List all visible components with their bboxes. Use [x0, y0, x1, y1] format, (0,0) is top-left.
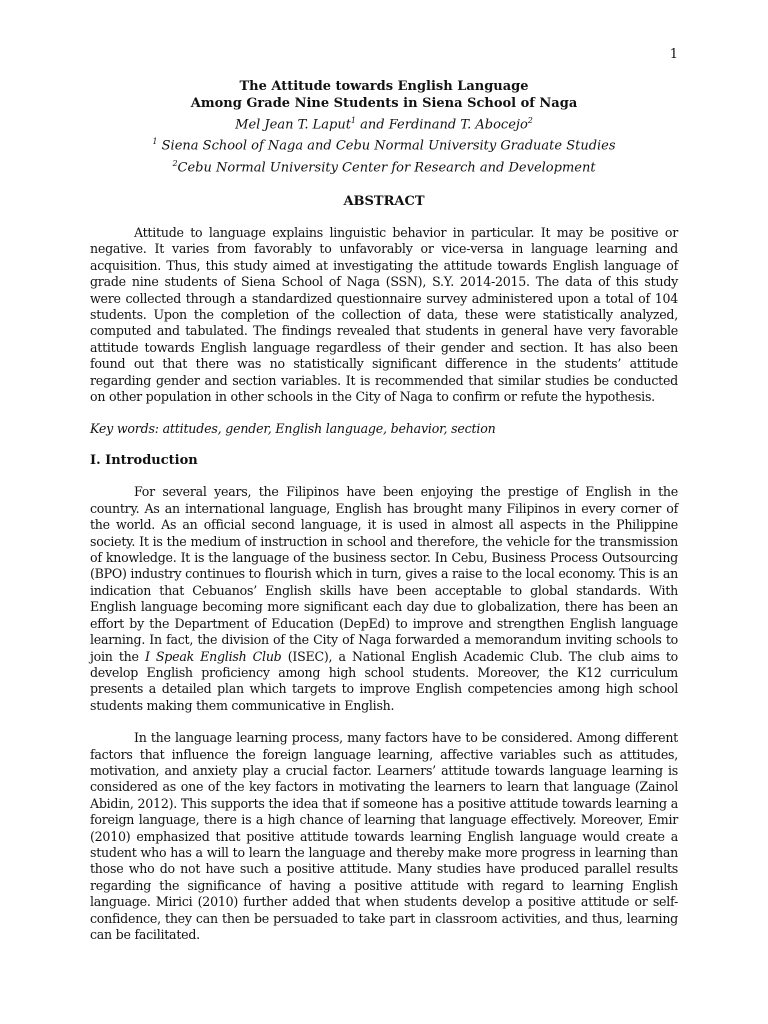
author-1: Mel Jean T. Laput [235, 117, 351, 133]
introduction-paragraph-2: In the language learning process, many factors have to be considered. Among different factors that influence the foreign language learning, affective variables such as attitudes, motivation, and anxiety play a crucial factor. Learners’ attitude towards language learning is considered as one of the key factors in motivating the learners to learn that language (Zainol Abidin, 2012). This supports the idea that if someone has a positive attitude towards learning a foreign language, there is a high chance of learning that language effectively. Moreover, Emir (2010) emphasized that positive attitude towards learning English language would create a student who has a will to learn the language and thereby make more progress in learning than those who do not have such a positive attitude. Many studies have produced parallel results regarding the significance of having a positive attitude with regard to learning English language. Mirici (2010) further added that when students develop a positive attitude or self-confidence, they can then be persuaded to take part in classroom activities, and thus, learning can be facilitated. [90, 730, 678, 943]
title-block [90, 78, 678, 176]
affiliation-2-text: Cebu Normal University Center for Research and Development [177, 159, 596, 175]
paragraph-gap [90, 714, 678, 730]
author-2: and Ferdinand T. Abocejo [356, 117, 528, 133]
keywords: Key words: attitudes, gender, English language, behavior, section [90, 421, 496, 437]
page-number: 1 [669, 47, 678, 62]
paper-title-line-2: Among Grade Nine Students in Siena School of Naga [190, 96, 578, 111]
paper-title-line-1: The Attitude towards English Language [239, 79, 529, 94]
introduction-heading: I. Introduction [90, 453, 198, 469]
isec-club-name: I Speak English Club [144, 648, 282, 664]
abstract-heading: ABSTRACT [343, 193, 425, 209]
intro-para-1-text-b: (ISEC), a National English Academic Club. The club aims to develop English proficiency among high school students. Moreover, the K12 curriculum presents a detailed plan which targets to improve English competencies among high school students making them communicative in English. [90, 648, 678, 713]
author-2-superscript: 2 [527, 116, 533, 125]
author-1-superscript: 1 [350, 116, 357, 125]
author-line [90, 112, 678, 133]
affiliation-2 [90, 155, 678, 176]
affiliation-1-superscript: 1 [152, 137, 158, 147]
affiliation-1 [90, 133, 678, 154]
introduction-paragraph-1 [90, 484, 678, 714]
intro-para-1-text-a: For several years, the Filipinos have been enjoying the prestige of English in the country. As an international language, English has brought many Filipinos in every corner of the world. As an official second language, it is used in almost all aspects in the Philippine society. It is the medium of instruction in school and therefore, the vehicle for the transmission of knowledge. It is the language of the business sector. In Cebu, Business Process Outsourcing (BPO) industry continues to flourish which in turn, gives a raise to the local economy. This is an indication that Cebuanos’ English skills have been acceptable to global standards. With English language becoming more significant each day due to globalization, there has been an effort by the Department of Education (DepEd) to improve and strengthen English language learning. In fact, the division of the City of Naga forwarded a memorandum inviting schools to join the [90, 484, 678, 664]
affiliation-2-superscript: 2 [172, 158, 178, 168]
abstract-text: Attitude to language explains linguistic behavior in particular. It may be positive or negative. It varies from favorably to unfavorably or vice-versa in language learning and acquisition. Thus, this study aimed at investigating the attitude towards English language of grade nine students of Siena School of Naga (SSN), S.Y. 2014-2015. The data of this study were collected through a standardized questionnaire survey administered upon a total of 104 students. Upon the completion of the collection of data, these were statistically analyzed, computed and tabulated. The findings revealed that students in general have very favorable attitude towards English language regardless of their gender and section. It has also been found out that there was no statistically significant difference in the students’ attitude regarding gender and section variables. It is recommended that similar studies be conducted on other population in other schools in the City of Naga to confirm or refute the hypothesis. [90, 224, 678, 405]
page-content [90, 78, 678, 943]
affiliation-1-text: Siena School of Naga and Cebu Normal University Graduate Studies [157, 138, 616, 154]
